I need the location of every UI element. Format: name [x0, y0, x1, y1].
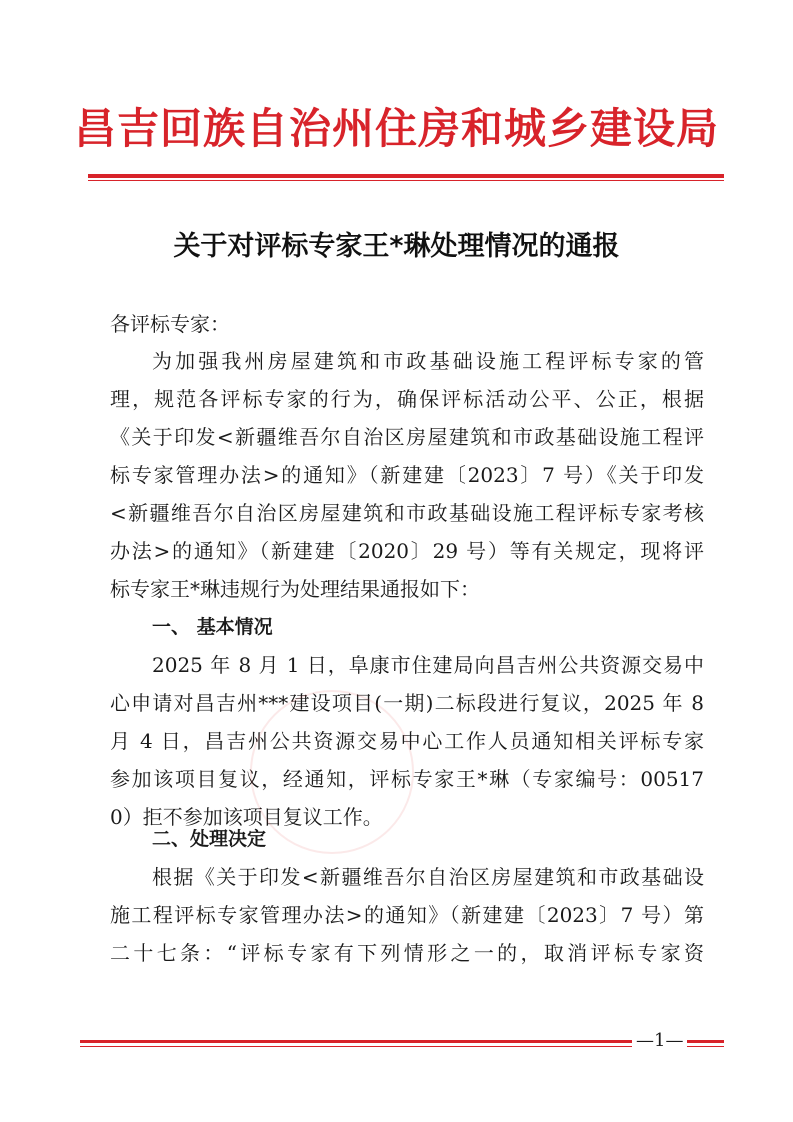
paragraph-line: <新疆维吾尔自治区房屋建筑和市政基础设施工程评标专家考核 — [110, 501, 704, 525]
section-decision — [110, 820, 704, 972]
section-heading: 一、 基本情况 — [152, 616, 273, 638]
paragraph-line: 为加强我州房屋建筑和市政基础设施工程评标专家的管 — [152, 349, 704, 373]
paragraph-line: 办法>的通知》（新建建〔2020〕29 号）等有关规定，现将评 — [110, 539, 704, 563]
paragraph-line: 参加该项目复议，经通知，评标专家王*琳（专家编号：00517 — [110, 767, 704, 791]
footer-red-rule-thin — [80, 1046, 724, 1047]
section-basic-situation — [110, 608, 704, 836]
document-title: 关于对评标专家王*琳处理情况的通报 — [173, 231, 620, 262]
paragraph-line: 二十七条：“评标专家有下列情形之一的，取消评标专家资 — [110, 941, 704, 965]
header-red-rule — [88, 174, 724, 178]
paragraph-line: 月 4 日，昌吉州公共资源交易中心工作人员通知相关评标专家 — [110, 729, 704, 753]
paragraph-line: 心申请对昌吉州***建设项目(一期)二标段进行复议，2025 年 8 — [110, 691, 704, 715]
paragraph-line: 标专家管理办法>的通知》（新建建〔2023〕7 号）《关于印发 — [110, 463, 704, 487]
intro-paragraph — [110, 342, 704, 608]
paragraph-line: 0）拒不参加该项目复议工作。 — [110, 805, 383, 829]
paragraph-line: 理，规范各评标专家的行为，确保评标活动公平、公正，根据 — [110, 387, 704, 411]
header-red-rule-thin — [88, 180, 724, 181]
section-heading: 二、处理决定 — [152, 828, 267, 850]
paragraph-line: 标专家王*琳违规行为处理结果通报如下： — [110, 577, 480, 601]
footer-red-rule — [80, 1040, 724, 1043]
page-number: —1— — [632, 1030, 687, 1051]
salutation: 各评标专家： — [110, 312, 230, 336]
paragraph-line: 2025 年 8 月 1 日，阜康市住建局向昌吉州公共资源交易中 — [152, 653, 704, 677]
paragraph-line: 根据《关于印发<新疆维吾尔自治区房屋建筑和市政基础设 — [152, 865, 704, 889]
agency-header: 昌吉回族自治州住房和城乡建设局 — [73, 104, 719, 153]
paragraph-line: 施工程评标专家管理办法>的通知》（新建建〔2023〕7 号）第 — [110, 903, 704, 927]
paragraph-line: 《关于印发<新疆维吾尔自治区房屋建筑和市政基础设施工程评 — [110, 425, 704, 449]
